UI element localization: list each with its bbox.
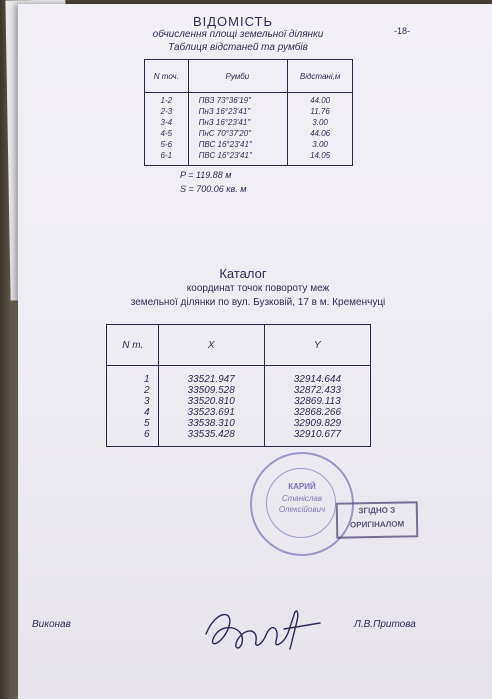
area-value: S = 700.06 кв. м — [180, 184, 247, 194]
distances-column — [288, 93, 353, 166]
y-coordinate: 32868.266 — [293, 407, 342, 418]
bearing-value: ПнС 70°37'20" — [198, 129, 252, 138]
header-x: X — [158, 325, 264, 366]
x-column — [158, 366, 264, 447]
point-number: 5 — [144, 418, 150, 429]
bearing-value: ПнЗ 16°23'41" — [198, 118, 251, 127]
coordinates-table-header — [107, 325, 371, 366]
header-point-number: N точ. — [145, 60, 189, 93]
x-coordinate: 33538.310 — [187, 418, 235, 429]
seal-line-3: Олексійович — [278, 505, 326, 514]
x-coordinate: 33523.691 — [187, 407, 235, 418]
document-page — [18, 4, 492, 699]
point-pair: 2-3 — [160, 107, 173, 116]
seal-line-2: Станіслав — [281, 494, 323, 503]
point-pair: 6-1 — [160, 151, 173, 160]
y-coordinate: 32872.433 — [293, 385, 342, 396]
point-pair: 5-6 — [160, 140, 173, 149]
bearing-value: ПнЗ 16°23'41" — [198, 107, 251, 116]
signature — [196, 599, 326, 659]
point-number: 1 — [144, 374, 150, 385]
bearings-table-header — [145, 60, 353, 93]
bearing-value: ПВС 16°23'41" — [198, 151, 252, 160]
bearings-column — [188, 93, 288, 166]
point-number: 4 — [144, 407, 150, 418]
catalog-subtitle — [98, 282, 418, 310]
coordinates-table — [106, 324, 371, 447]
header-distances: Відстані,м — [288, 60, 353, 93]
catalog-title: Каталог — [219, 266, 267, 281]
distance-value: 3.00 — [312, 140, 328, 149]
distance-value: 11.76 — [310, 107, 330, 116]
certified-copy-stamp — [336, 501, 419, 538]
bearing-value: ПВС 16°23'41" — [198, 140, 252, 149]
performer-name: Л.В.Притова — [354, 619, 416, 630]
x-coordinate: 33535.428 — [187, 429, 235, 440]
y-coordinate: 32914.644 — [293, 374, 342, 385]
bearings-table — [144, 59, 353, 166]
page-number: -18- — [394, 26, 411, 36]
distance-value: 14.05 — [310, 151, 331, 160]
header-point: N т. — [107, 325, 159, 366]
points-column — [145, 93, 189, 166]
point-pair: 4-5 — [160, 129, 173, 138]
stamp-line-1: ЗГІДНО З — [358, 505, 396, 516]
catalog-subtitle-line-1: координат точок повороту меж — [186, 283, 330, 294]
perimeter-value: P = 119.88 м — [180, 170, 232, 180]
document-subtitle — [108, 28, 368, 54]
point-number: 6 — [144, 429, 150, 440]
catalog-subtitle-line-2: земельної ділянки по вул. Бузковій, 17 в м. Кременчуці — [130, 297, 386, 308]
performed-by-label: Виконав — [32, 619, 71, 630]
header-bearings: Румби — [188, 60, 288, 93]
coordinates-table-body — [107, 366, 371, 447]
point-number: 3 — [144, 396, 150, 407]
y-coordinate: 32909.829 — [293, 418, 342, 429]
stamp-line-2: ОРИГІНАЛОМ — [349, 519, 405, 530]
point-number-column — [107, 366, 159, 447]
y-column — [264, 366, 370, 447]
x-coordinate: 33509.528 — [187, 385, 235, 396]
point-pair: 1-2 — [160, 96, 173, 105]
point-number: 2 — [144, 385, 150, 396]
distance-value: 44.06 — [310, 129, 331, 138]
distance-value: 44.00 — [310, 96, 331, 105]
document-title: ВІДОМІСТЬ — [192, 14, 274, 29]
x-coordinate: 33520.810 — [187, 396, 235, 407]
y-coordinate: 32869.113 — [294, 396, 341, 407]
header-y: Y — [264, 325, 370, 366]
x-coordinate: 33521.947 — [187, 374, 235, 385]
bearings-table-body — [145, 93, 353, 166]
seal-inner-ring — [266, 468, 336, 538]
seal-line-1: КАРИЙ — [288, 482, 316, 491]
point-pair: 3-4 — [160, 118, 173, 127]
subtitle-line-1: обчислення площі земельної ділянки — [152, 29, 324, 40]
y-coordinate: 32910.677 — [293, 429, 342, 440]
distance-value: 3.00 — [312, 118, 328, 127]
subtitle-line-2: Таблиця відстаней та румбів — [168, 42, 308, 53]
bearing-value: ПВЗ 73°36'19" — [198, 96, 251, 105]
